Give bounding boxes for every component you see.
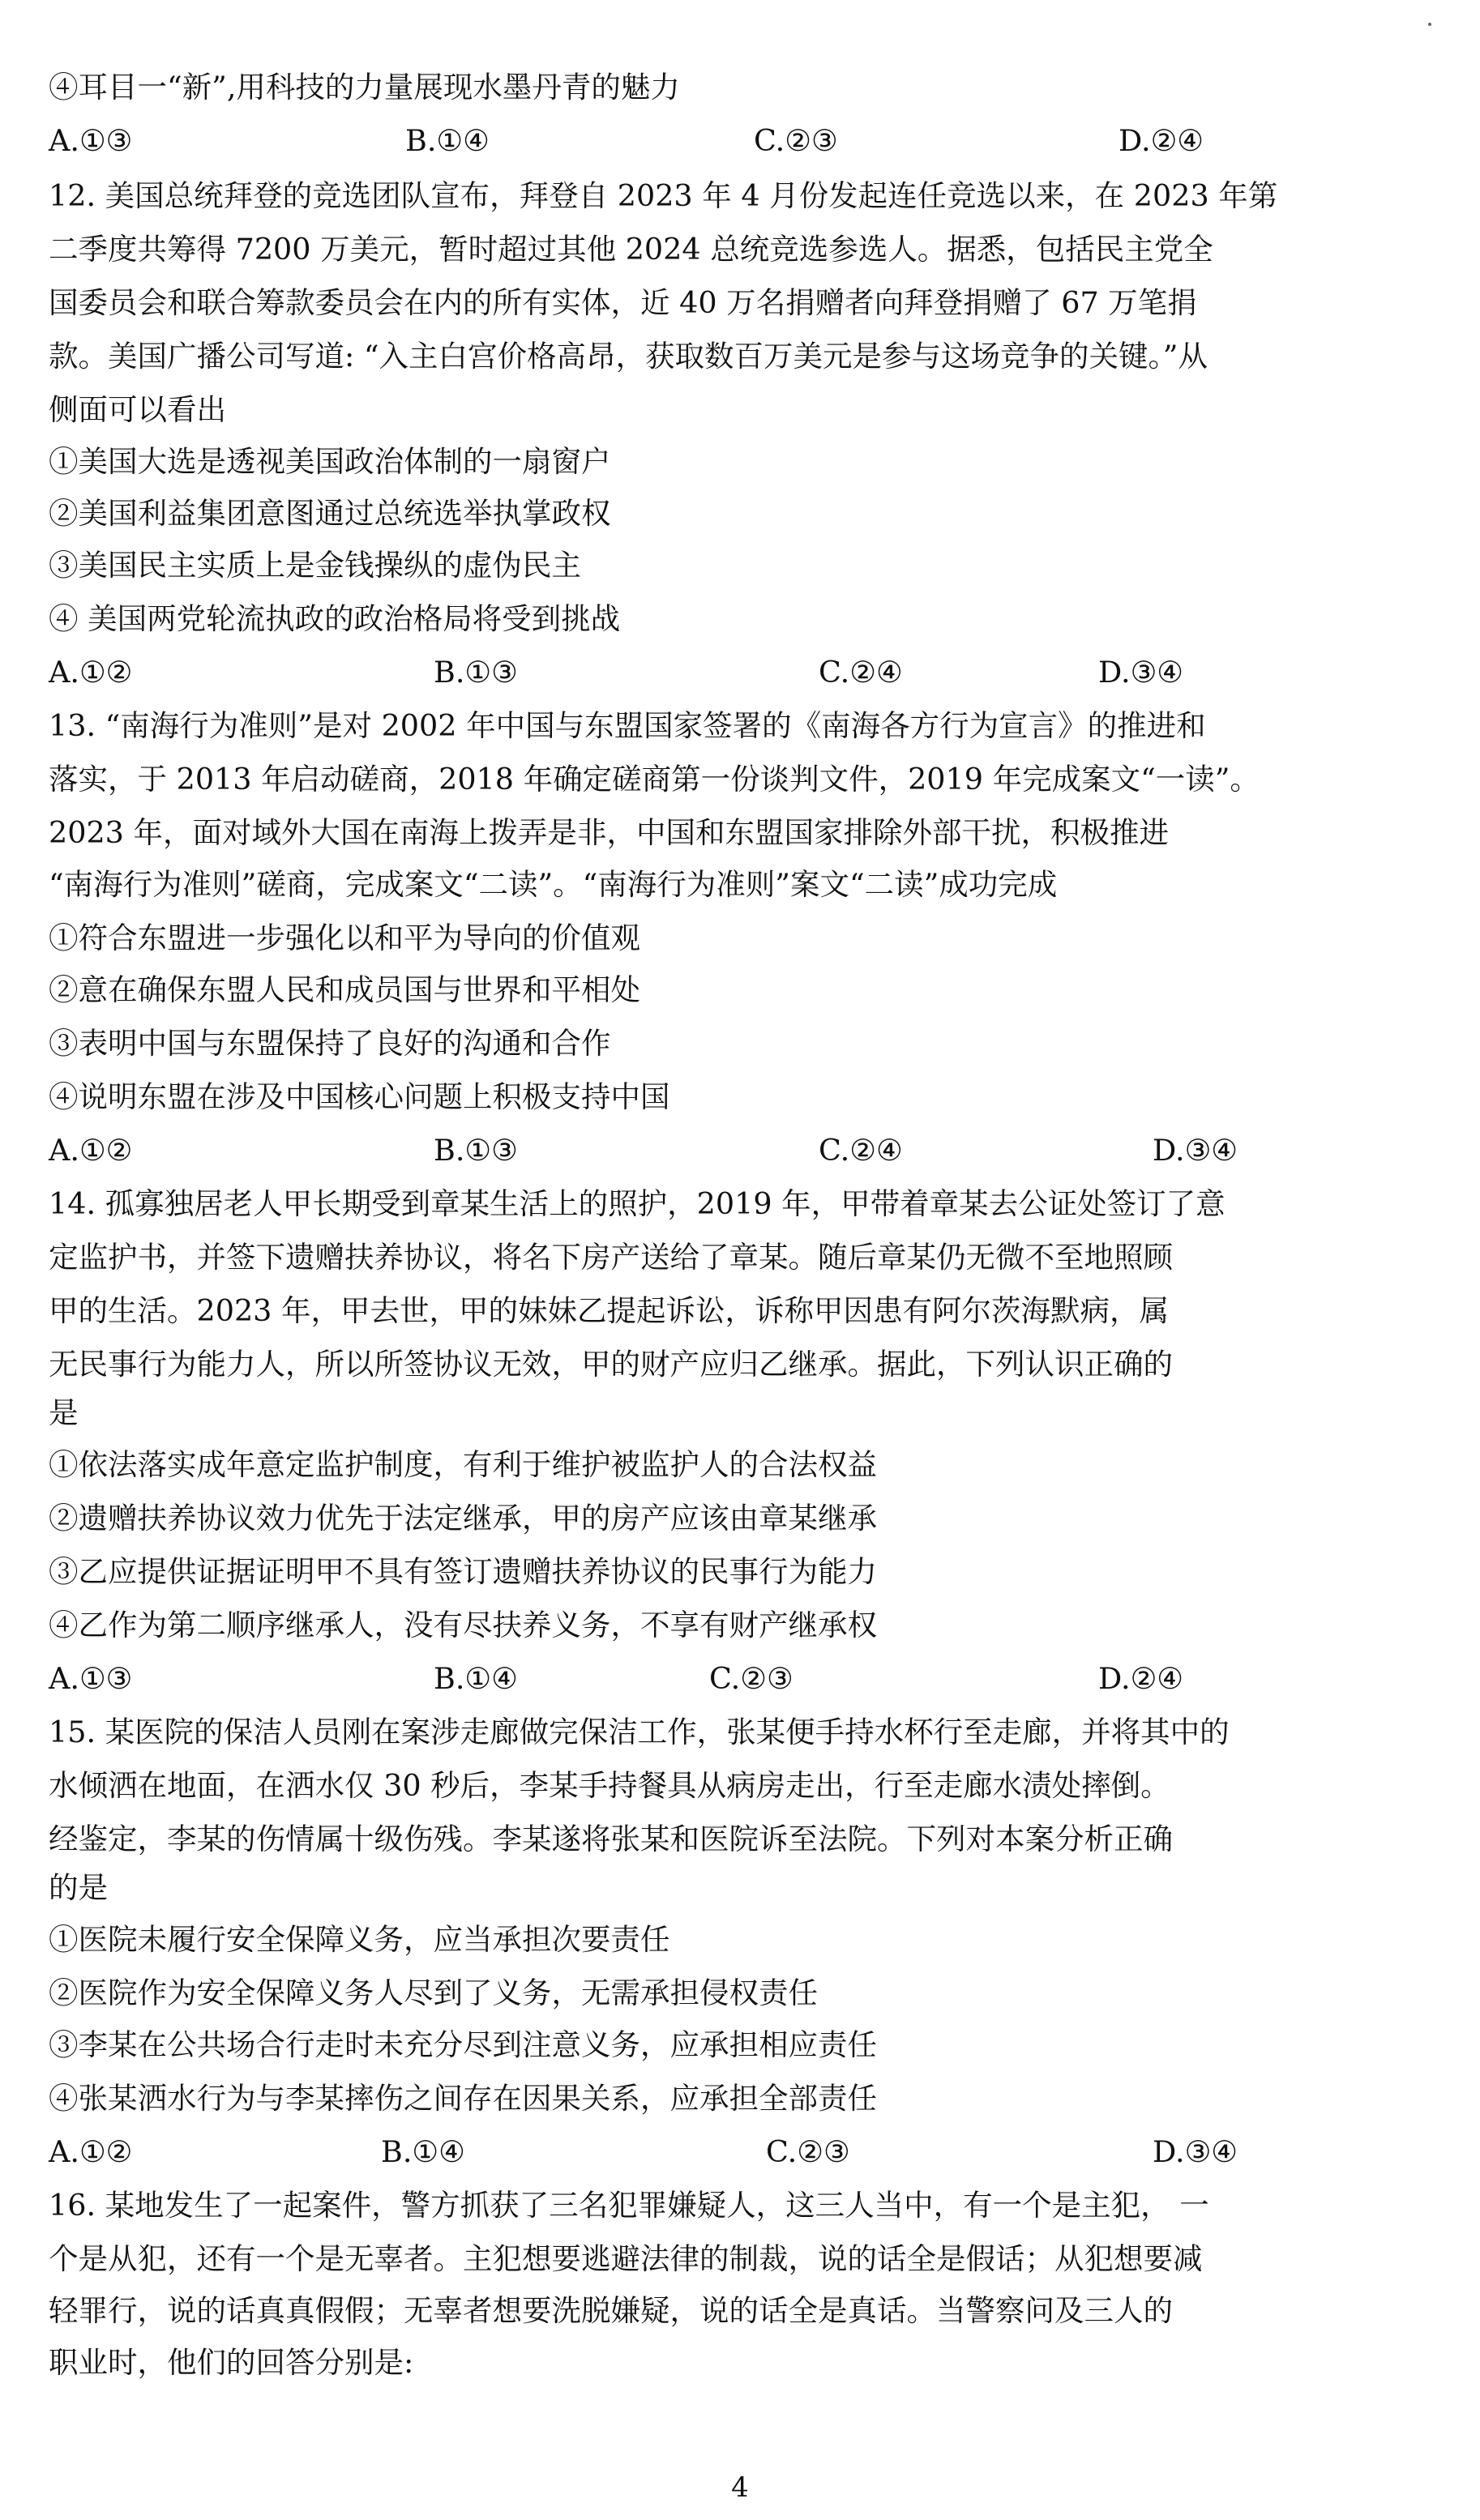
- q12-item-1: ①美国大选是透视美国政治体制的一扇窗户: [49, 444, 611, 479]
- q14-line-1: 14. 孤寡独居老人甲长期受到章某生活上的照护，2019 年，甲带着章某去公证处签订了意: [49, 1186, 1225, 1221]
- q16-line-2: 个是从犯，还有一个是无辜者。主犯想要逃避法律的制裁，说的话全是假话；从犯想要减: [49, 2241, 1203, 2276]
- q15-option-d: D.③④: [1153, 2134, 1238, 2169]
- q15-options: [49, 2133, 1427, 2172]
- q12-line-1: 12. 美国总统拜登的竞选团队宣布，拜登自 2023 年 4 月份发起连任竞选以来，在 2023 年第: [49, 178, 1278, 213]
- q15-item-4: ④张某洒水行为与李某摔伤之间存在因果关系，应承担全部责任: [49, 2081, 877, 2116]
- q12-option-c: C.②④: [819, 655, 903, 690]
- q15-option-b: B.①④: [381, 2134, 465, 2169]
- q16-line-4: 职业时，他们的回答分别是:: [49, 2345, 414, 2380]
- q11-option-d: D.②④: [1119, 123, 1204, 158]
- q14-item-1: ①依法落实成年意定监护制度，有利于维护被监护人的合法权益: [49, 1447, 877, 1482]
- q12-line-2: 二季度共筹得 7200 万美元，暂时超过其他 2024 总统竞选参选人。据悉，包括民主党全: [49, 232, 1213, 267]
- q14-item-3: ③乙应提供证据证明甲不具有签订遗赠扶养协议的民事行为能力: [49, 1554, 877, 1589]
- q14-option-d: D.②④: [1098, 1661, 1184, 1696]
- q12-line-4: 款。美国广播公司写道: “入主白宫价格高昂，获取数百万美元是参与这场竞争的关键。”从: [49, 339, 1208, 374]
- page-number: 4: [731, 2471, 749, 2504]
- q12-item-4: ④ 美国两党轮流执政的政治格局将受到挑战: [49, 601, 621, 636]
- q15-item-3: ③李某在公共场合行走时未充分尽到注意义务，应承担相应责任: [49, 2027, 877, 2062]
- q11-item-4: ④耳目一“新”,用科技的力量展现水墨丹青的魅力: [49, 70, 680, 105]
- q13-option-c: C.②④: [819, 1133, 903, 1168]
- q14-line-3: 甲的生活。2023 年，甲去世，甲的妹妹乙提起诉讼，诉称甲因患有阿尔茨海默病，属: [49, 1293, 1169, 1328]
- q16-line-3: 轻罪行，说的话真真假假；无辜者想要洗脱嫌疑，说的话全是真话。当警察问及三人的: [49, 2293, 1173, 2328]
- q14-options: [49, 1659, 1427, 1698]
- q12-option-a: A.①②: [49, 655, 133, 690]
- q12-item-3: ③美国民主实质上是金钱操纵的虚伪民主: [49, 548, 581, 583]
- q14-option-a: A.①③: [49, 1661, 133, 1696]
- q11-options: [49, 122, 1427, 160]
- q13-line-2: 落实，于 2013 年启动磋商，2018 年确定磋商第一份谈判文件，2019 年完成案文“一读”。: [49, 762, 1260, 797]
- q14-option-b: B.①④: [434, 1661, 518, 1696]
- q14-line-2: 定监护书，并签下遗赠扶养协议，将名下房产送给了章某。随后章某仍无微不至地照顾: [49, 1240, 1173, 1275]
- q13-option-b: B.①③: [434, 1133, 518, 1168]
- q13-item-3: ③表明中国与东盟保持了良好的沟通和合作: [49, 1026, 611, 1061]
- q12-options: [49, 653, 1427, 692]
- q14-line-5: 是: [49, 1395, 79, 1430]
- q13-options: [49, 1131, 1427, 1170]
- q12-option-b: B.①③: [434, 655, 518, 690]
- q15-line-2: 水倾洒在地面，在洒水仅 30 秒后，李某手持餐具从病房走出，行至走廊水渍处摔倒。: [49, 1768, 1170, 1803]
- q15-line-4: 的是: [49, 1870, 108, 1905]
- q13-option-d: D.③④: [1153, 1133, 1238, 1168]
- q15-line-3: 经鉴定，李某的伤情属十级伤残。李某遂将张某和医院诉至法院。下列对本案分析正确: [49, 1822, 1173, 1856]
- q11-option-a: A.①③: [49, 123, 133, 158]
- q12-item-2: ②美国利益集团意图通过总统选举执掌政权: [49, 496, 611, 531]
- q14-item-2: ②遗赠扶养协议效力优先于法定继承，甲的房产应该由章某继承: [49, 1501, 877, 1535]
- q15-line-1: 15. 某医院的保洁人员刚在案涉走廊做完保洁工作，张某便手持水杯行至走廊，并将其中的: [49, 1715, 1230, 1749]
- q14-option-c: C.②③: [709, 1661, 793, 1696]
- q13-item-2: ②意在确保东盟人民和成员国与世界和平相处: [49, 972, 640, 1007]
- q12-line-3: 国委员会和联合筹款委员会在内的所有实体，近 40 万名捐赠者向拜登捐赠了 67 万笔捐: [49, 285, 1197, 320]
- q14-line-4: 无民事行为能力人，所以所签协议无效，甲的财产应归乙继承。据此，下列认识正确的: [49, 1347, 1173, 1382]
- q13-line-3: 2023 年，面对域外大国在南海上拨弄是非，中国和东盟国家排除外部干扰，积极推进: [49, 815, 1169, 850]
- q13-option-a: A.①②: [49, 1133, 133, 1168]
- q12-line-5: 侧面可以看出: [49, 392, 226, 427]
- q13-line-1: 13. “南海行为准则”是对 2002 年中国与东盟国家签署的《南海各方行为宣言》的推进和: [49, 708, 1206, 743]
- q13-item-1: ①符合东盟进一步强化以和平为导向的价值观: [49, 920, 640, 955]
- q12-option-d: D.③④: [1098, 655, 1184, 690]
- scan-dot: [1428, 23, 1431, 26]
- q13-item-4: ④说明东盟在涉及中国核心问题上积极支持中国: [49, 1079, 670, 1114]
- q16-line-1: 16. 某地发生了一起案件，警方抓获了三名犯罪嫌疑人，这三人当中，有一个是主犯， 一: [49, 2188, 1209, 2223]
- q14-item-4: ④乙作为第二顺序继承人，没有尽扶养义务，不享有财产继承权: [49, 1608, 877, 1642]
- q15-option-c: C.②③: [766, 2134, 850, 2169]
- q11-option-b: B.①④: [405, 123, 490, 158]
- q15-item-2: ②医院作为安全保障义务人尽到了义务，无需承担侵权责任: [49, 1975, 818, 2010]
- q11-option-c: C.②③: [754, 123, 838, 158]
- q15-option-a: A.①②: [49, 2134, 133, 2169]
- q13-line-4: “南海行为准则”磋商，完成案文“二读”。“南海行为准则”案文“二读”成功完成: [49, 867, 1058, 902]
- q15-item-1: ①医院未履行安全保障义务，应当承担次要责任: [49, 1922, 670, 1957]
